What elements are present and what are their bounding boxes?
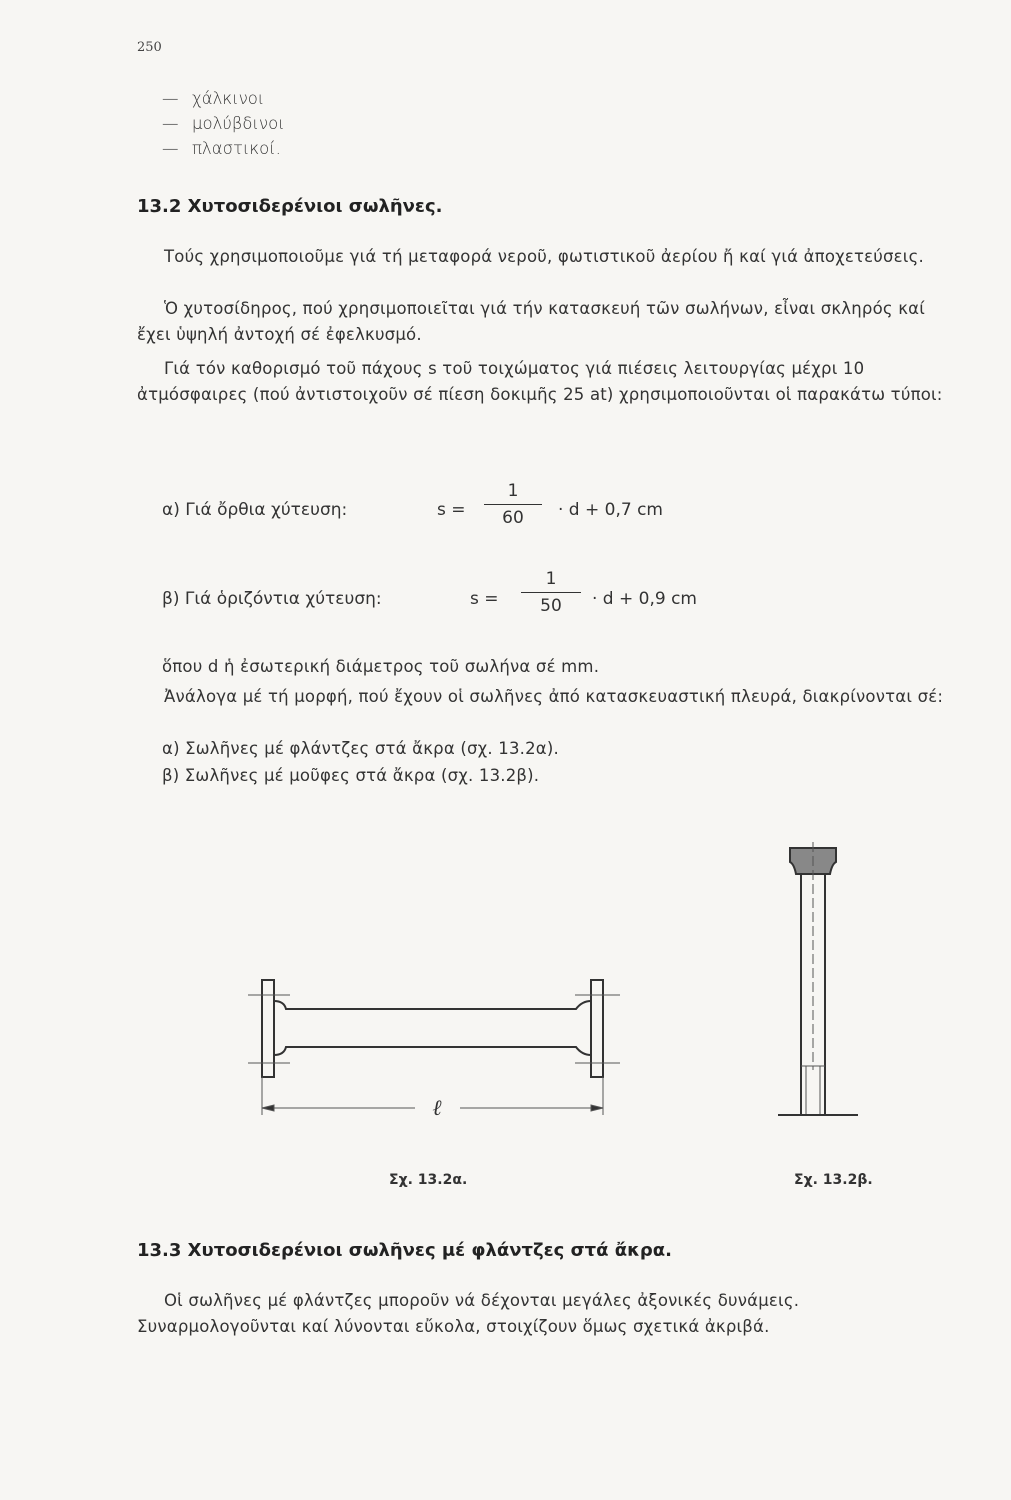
formula-label-horizontal: β) Γιά ὁριζόντια χύτευση: <box>162 589 382 609</box>
paragraph-usage: Τούς χρησιμοποιοῦμε γιά τή μεταφορά νεροῦ, φωτιστικοῦ ἀερίου ἤ καί γιά ἀποχετεύσεις. <box>164 247 924 266</box>
fraction-bar <box>521 592 581 593</box>
list-item: — χάλκινοι <box>162 89 265 108</box>
formula-fraction <box>484 481 542 528</box>
formula-rhs: · d + 0,9 cm <box>592 589 697 609</box>
dimension-length-label: ℓ <box>432 1096 442 1121</box>
paragraph-thickness: Γιά τόν καθορισμό τοῦ πάχους s τοῦ τοιχώματος γιά πιέσεις λειτουργίας μέχρι 10 ἀτμόσφαιρες (πού ἀντιστοιχοῦν σέ πίεση δοκιμῆς 25 at) χρησιμοποιοῦνται οἱ παρακάτω τύποι: <box>137 359 943 404</box>
flanged-pipe-figure <box>220 965 640 1140</box>
fraction-numerator: 1 <box>545 569 557 589</box>
paragraph-flanged-pipes: Οἱ σωλῆνες μέ φλάντζες μποροῦν νά δέχονται μεγάλες ἀξονικές δυνάμεις. Συναρμολογοῦνται καί λύνονται εὔκολα, στοιχίζουν ὅμως σχετικά ἀκριβά. <box>137 1291 800 1336</box>
formula-lhs: s = <box>437 500 466 520</box>
figure-caption-13-2b: Σχ. 13.2β. <box>794 1172 873 1188</box>
socket-pipe-figure <box>760 840 870 1120</box>
page-number: 250 <box>137 40 162 55</box>
formula-fraction <box>521 569 581 616</box>
paragraph-definition-d: ὅπου d ἡ ἐσωτερική διάμετρος τοῦ σωλήνα σέ mm. <box>162 657 600 676</box>
fraction-denominator: 60 <box>502 508 524 528</box>
list-item: — πλαστικοί. <box>162 139 281 158</box>
formula-label-vertical: α) Γιά ὄρθια χύτευση: <box>162 500 348 520</box>
formula-lhs: s = <box>470 589 499 609</box>
paragraph-classification: Ἀνάλογα μέ τή μορφή, πού ἔχουν οἱ σωλῆνες ἀπό κατασκευαστική πλευρά, διακρίνονται σέ: <box>164 687 944 706</box>
list-item-socket: β) Σωλῆνες μέ μοῦφες στά ἄκρα (σχ. 13.2β). <box>162 766 540 785</box>
fraction-bar <box>484 504 542 505</box>
list-item-flanged: α) Σωλῆνες μέ φλάντζες στά ἄκρα (σχ. 13.2α). <box>162 739 559 758</box>
paragraph-material: Ὁ χυτοσίδηρος, πού χρησιμοποιεῖται γιά τήν κατασκευή τῶν σωλήνων, εἶναι σκληρός καί ἔχει ὑψηλή ἀντοχή σέ ἐφελκυσμό. <box>137 299 925 344</box>
figure-caption-13-2a: Σχ. 13.2α. <box>389 1172 468 1188</box>
formula-rhs: · d + 0,7 cm <box>558 500 663 520</box>
material-list <box>162 86 285 161</box>
section-heading-13-2: 13.2 Χυτοσιδερένιοι σωλῆνες. <box>137 196 443 217</box>
fraction-denominator: 50 <box>540 596 562 616</box>
list-item: — μολύβδινοι <box>162 114 285 133</box>
section-heading-13-3: 13.3 Χυτοσιδερένιοι σωλῆνες μέ φλάντζες στά ἄκρα. <box>137 1240 672 1261</box>
fraction-numerator: 1 <box>507 481 519 501</box>
